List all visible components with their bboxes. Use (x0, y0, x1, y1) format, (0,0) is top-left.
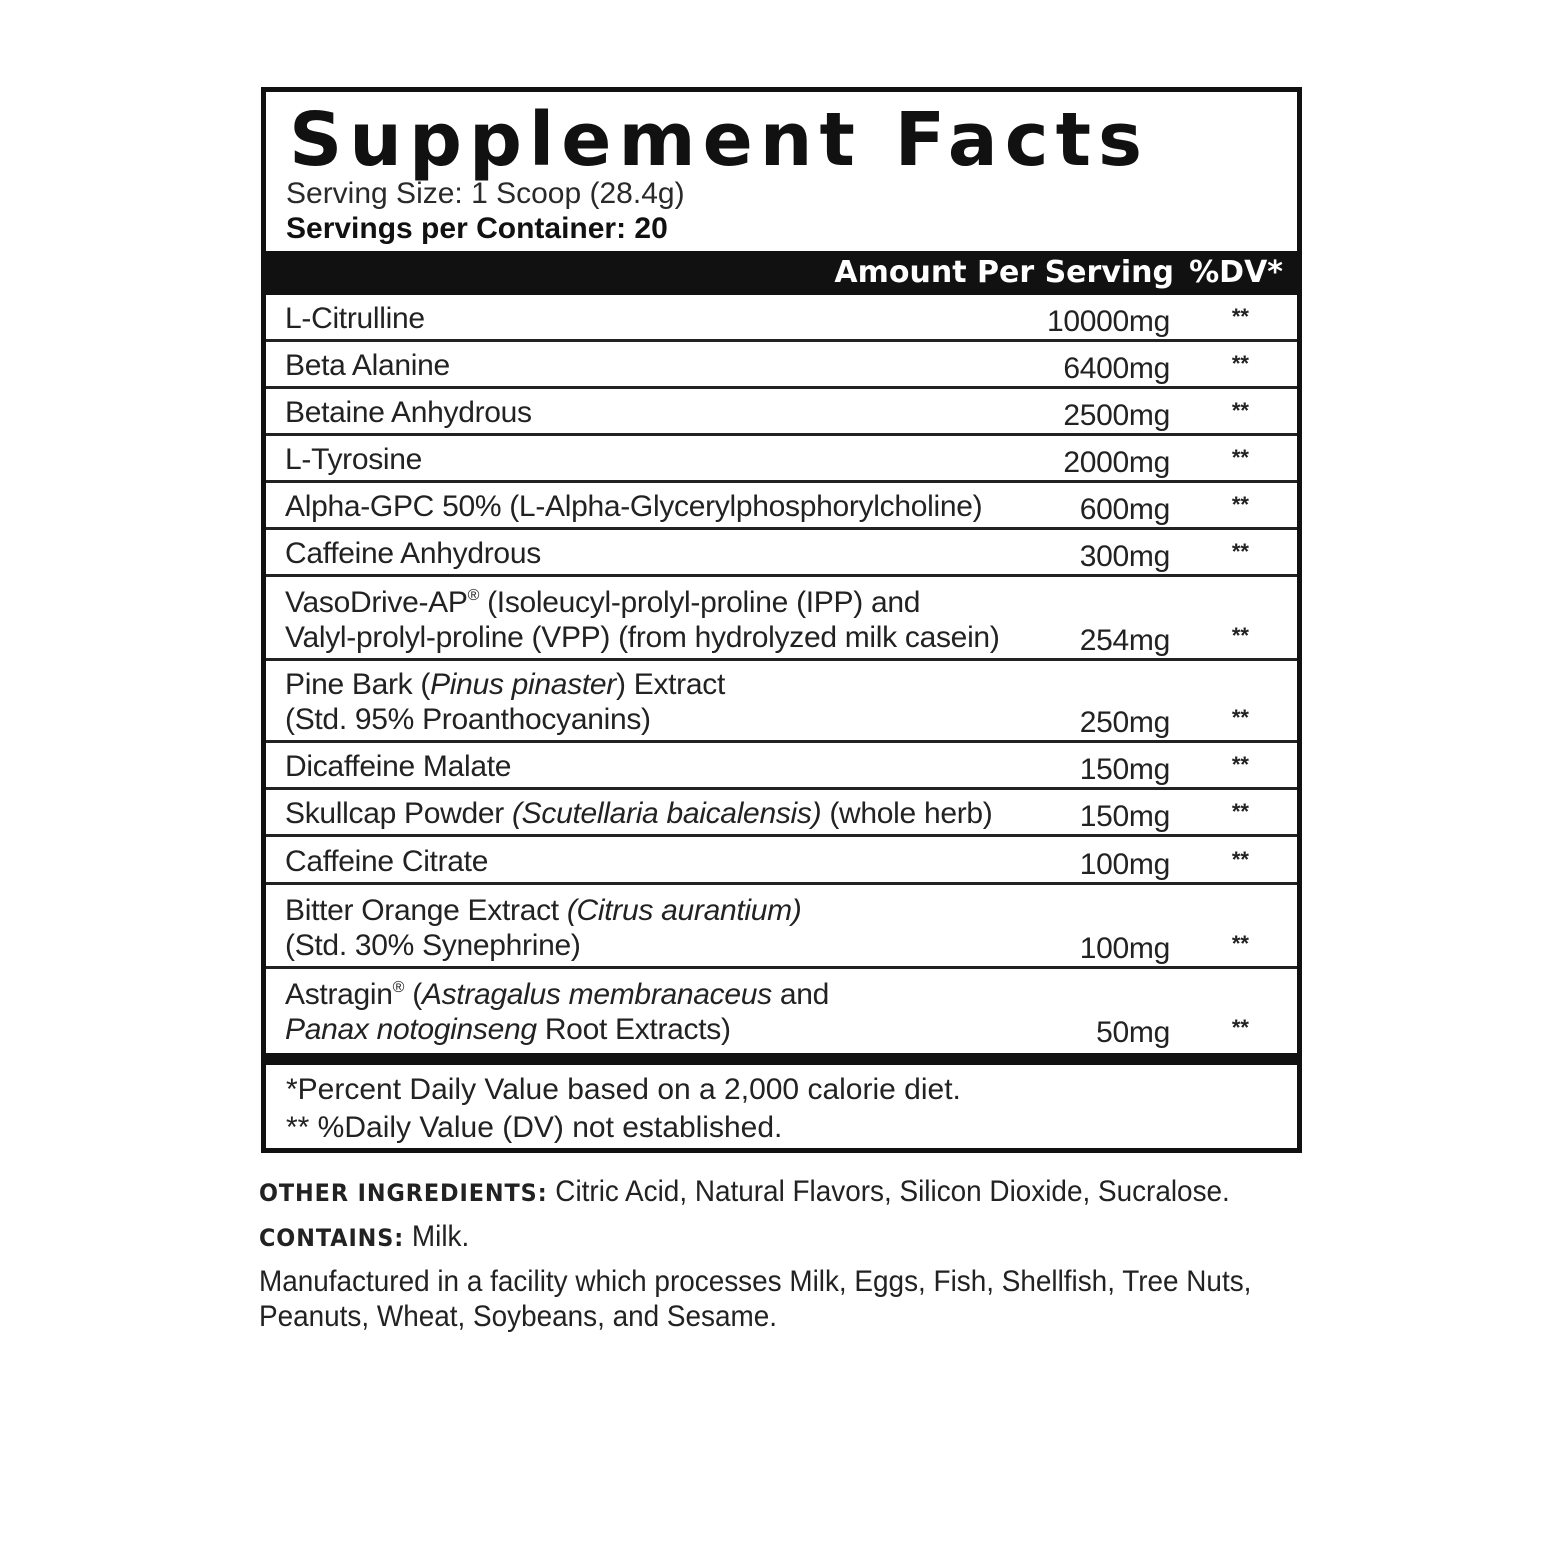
ingredient-name: Caffeine Citrate (285, 845, 489, 878)
ingredient-dv: ** (1231, 304, 1249, 329)
ingredient-row (266, 577, 1297, 661)
panel-title: Supplement Facts (289, 97, 1150, 183)
ingredient-row (266, 837, 1297, 885)
other-ingredients-text: Citric Acid, Natural Flavors, Silicon Dioxide, Sucralose. (547, 1175, 1230, 1208)
ingredient-row (266, 661, 1297, 743)
ingredient-name: Betaine Anhydrous (285, 396, 532, 429)
ingredient-dv: ** (1231, 705, 1249, 730)
ingredient-amount: 6400mg (1063, 352, 1170, 385)
ingredient-row (266, 436, 1297, 483)
contains (259, 1219, 469, 1256)
ingredient-name: Skullcap Powder (Scutellaria baicalensis) (whole herb) (285, 797, 993, 830)
ingredient-name: L-Citrulline (285, 302, 425, 335)
ingredient-amount: 100mg (1079, 848, 1170, 881)
registered-mark: ® (392, 979, 405, 996)
ingredient-name-line1: Astragin® (Astragalus membranaceus and (285, 978, 830, 1011)
supplement-facts-panel (261, 87, 1302, 1153)
ingredient-name: Alpha-GPC 50% (L-Alpha-Glycerylphosphorylcholine) (285, 490, 983, 523)
ingredient-name: Caffeine Anhydrous (285, 537, 541, 570)
ingredient-amount: 150mg (1079, 800, 1170, 833)
facility-statement-line2: Peanuts, Wheat, Soybeans, and Sesame. (259, 1300, 778, 1333)
header-daily-value: %DV* (1189, 255, 1283, 290)
serving-size: Serving Size: 1 Scoop (28.4g) (286, 177, 685, 210)
ingredient-amount: 50mg (1096, 1016, 1170, 1049)
ingredient-row (266, 885, 1297, 969)
ingredient-dv: ** (1231, 1015, 1249, 1040)
section-divider (266, 1053, 1297, 1065)
ingredient-dv: ** (1231, 623, 1249, 648)
header-amount-per-serving: Amount Per Serving (834, 255, 1174, 290)
other-ingredients-label: OTHER INGREDIENTS: (259, 1179, 548, 1207)
other-ingredients (259, 1174, 1230, 1211)
ingredient-amount: 250mg (1079, 706, 1170, 739)
ingredient-name: L-Tyrosine (285, 443, 423, 476)
ingredient-amount: 100mg (1079, 932, 1170, 965)
ingredient-name: Beta Alanine (285, 349, 450, 382)
ingredient-amount: 600mg (1079, 493, 1170, 526)
contains-text: Milk. (404, 1220, 470, 1253)
ingredient-row (266, 790, 1297, 837)
ingredient-name-line2: (Std. 30% Synephrine) (285, 929, 581, 962)
ingredient-dv: ** (1231, 539, 1249, 564)
ingredient-dv: ** (1231, 445, 1249, 470)
ingredient-dv: ** (1231, 492, 1249, 517)
ingredient-row (266, 483, 1297, 530)
footnote-percent-dv: *Percent Daily Value based on a 2,000 calorie diet. (286, 1073, 961, 1106)
ingredient-amount: 10000mg (1047, 305, 1170, 338)
ingredient-dv: ** (1231, 398, 1249, 423)
ingredient-amount: 254mg (1079, 624, 1170, 657)
ingredient-dv: ** (1231, 752, 1249, 777)
ingredient-dv: ** (1231, 799, 1249, 824)
ingredient-name-line2: Valyl-prolyl-proline (VPP) (from hydrolyzed milk casein) (285, 621, 1000, 654)
ingredient-amount: 300mg (1079, 540, 1170, 573)
contains-label: CONTAINS: (259, 1224, 405, 1252)
ingredient-name-line1: Pine Bark (Pinus pinaster) Extract (285, 668, 725, 701)
footnote-dv-not-established: ** %Daily Value (DV) not established. (286, 1111, 783, 1144)
servings-per-container: Servings per Container: 20 (286, 212, 668, 245)
ingredient-dv: ** (1231, 351, 1249, 376)
ingredient-name: Dicaffeine Malate (285, 750, 512, 783)
ingredient-row (266, 743, 1297, 790)
ingredient-dv: ** (1231, 847, 1249, 872)
ingredient-amount: 2500mg (1063, 399, 1170, 432)
ingredient-name-line1: Bitter Orange Extract (Citrus aurantium) (285, 894, 802, 927)
ingredient-name-line2: (Std. 95% Proanthocyanins) (285, 703, 651, 736)
ingredient-row (266, 389, 1297, 436)
ingredient-dv: ** (1231, 931, 1249, 956)
ingredient-row (266, 530, 1297, 577)
registered-mark: ® (467, 587, 480, 604)
column-header-bar (266, 251, 1297, 295)
ingredient-row (266, 295, 1297, 342)
ingredient-row (266, 969, 1297, 1053)
ingredient-amount: 2000mg (1063, 446, 1170, 479)
ingredient-name-line1: VasoDrive-AP® (Isoleucyl-prolyl-proline (IPP) and (285, 586, 921, 619)
ingredient-name-line2: Panax notoginseng Root Extracts) (285, 1013, 731, 1046)
ingredient-row (266, 342, 1297, 389)
ingredient-amount: 150mg (1079, 753, 1170, 786)
facility-statement-line1: Manufactured in a facility which processes Milk, Eggs, Fish, Shellfish, Tree Nuts, (259, 1265, 1252, 1298)
